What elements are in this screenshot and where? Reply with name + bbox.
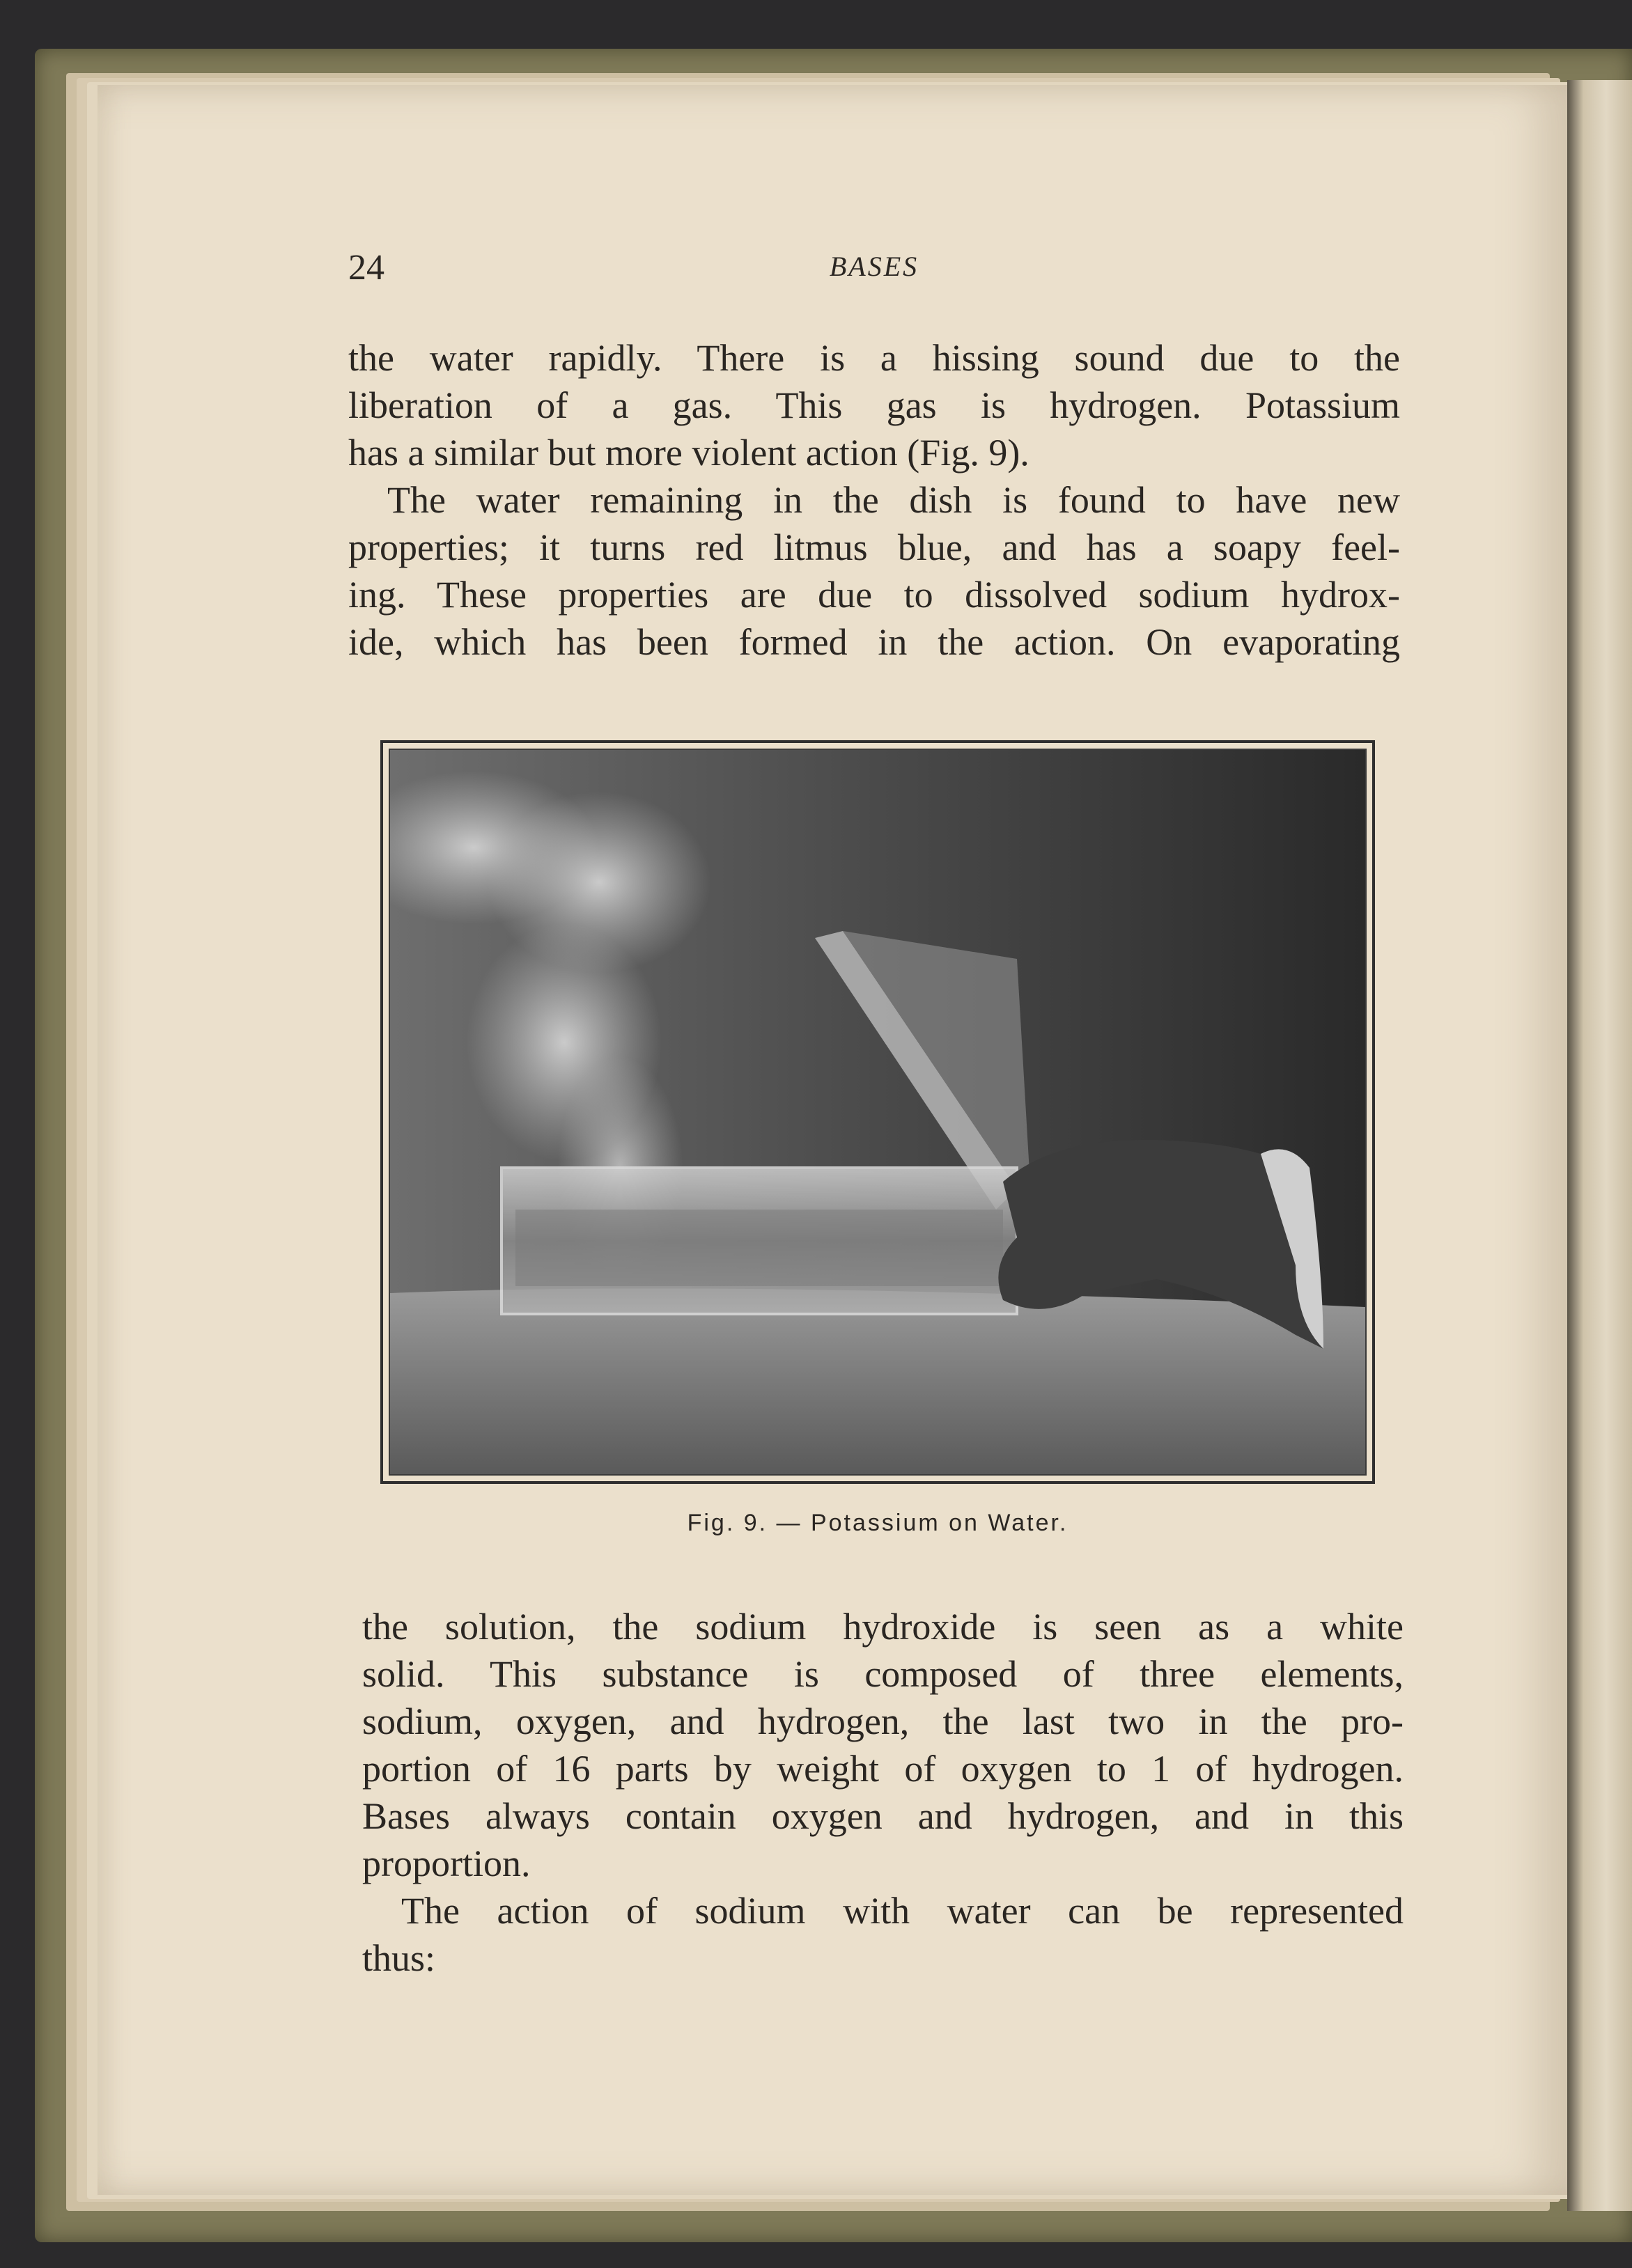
running-head <box>348 247 1400 296</box>
text-line: The water remaining in the dish is found to have new <box>387 479 1400 521</box>
text-line: liberation of a gas. This gas is hydrogen. Potassium <box>348 384 1400 426</box>
text-line: has a similar but more violent action (Fig. 9). <box>348 432 1029 474</box>
paragraph-bottom <box>362 1603 1404 1982</box>
text-line: proportion. <box>362 1843 531 1884</box>
text-line: ing. These properties are due to dissolved sodium hydrox- <box>348 574 1400 616</box>
text-line: properties; it turns red litmus blue, and has a soapy feel- <box>348 526 1400 568</box>
text-line: the solution, the sodium hydroxide is seen as a white <box>362 1606 1404 1648</box>
text-line: solid. This substance is composed of three elements, <box>362 1653 1404 1695</box>
text-line: sodium, oxygen, and hydrogen, the last two in the pro- <box>362 1700 1404 1742</box>
text-line: ide, which has been formed in the action. On evaporating <box>348 621 1400 663</box>
figure-frame <box>380 740 1375 1484</box>
text-line: thus: <box>362 1937 436 1979</box>
figure-caption: Fig. 9. — Potassium on Water. <box>687 1510 1068 1536</box>
text-line: portion of 16 parts by weight of oxygen to 1 of hydrogen. <box>362 1748 1404 1790</box>
text-line: the water rapidly. There is a hissing sound due to the <box>348 337 1400 379</box>
text-line: Bases always contain oxygen and hydrogen, and in this <box>362 1795 1404 1837</box>
running-title: BASES <box>829 251 919 282</box>
paragraph-top <box>348 334 1400 666</box>
facing-page-edge <box>1567 80 1632 2211</box>
potassium-on-water-photo <box>390 750 1365 1474</box>
page-number: 24 <box>348 248 384 288</box>
text-line: The action of sodium with water can be represented <box>401 1890 1404 1932</box>
figure-photo <box>389 749 1367 1476</box>
